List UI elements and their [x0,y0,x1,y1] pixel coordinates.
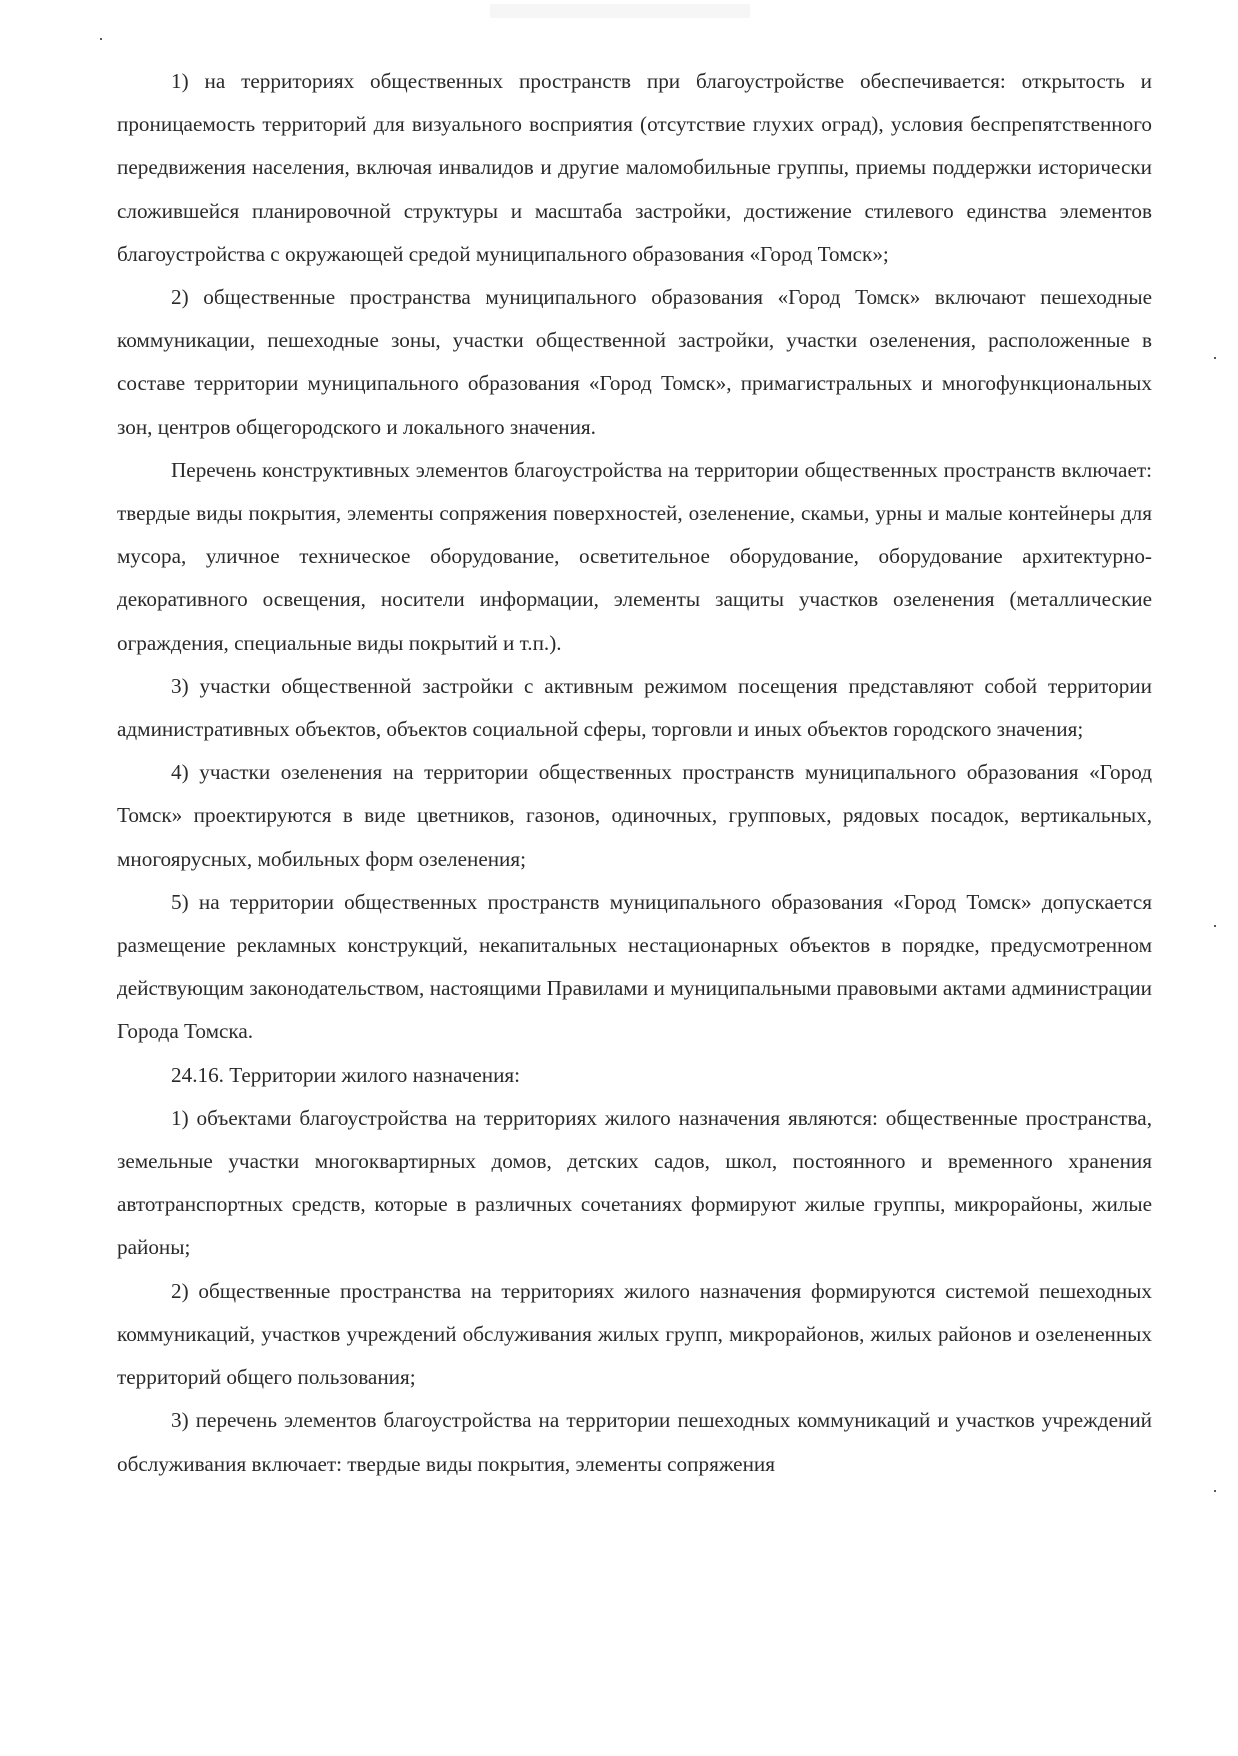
paragraph-public-buildings-3: 3) участки общественной застройки с активным режимом посещения представляют собой территории административных объектов, объектов социальной сферы, торговли и иных объектов городского значения; [117,673,1152,742]
paragraph-public-spaces-2: 2) общественные пространства муниципального образования «Город Томск» включают пешеходные коммуникации, пешеходные зоны, участки общественной застройки, участки озеленения, расположенные в составе территории муниципального образования «Город Томск», примагистральных и многофункциональных зон, центров общегородского и локального значения. [117,285,1152,439]
document-body [117,60,1152,1486]
scan-speck [100,38,102,40]
scan-speck [1214,357,1216,359]
paragraph-advertising-5: 5) на территории общественных пространств муниципального образования «Город Томск» допускается размещение рекламных конструкций, некапитальных нестационарных объектов в порядке, предусмотренном действующим законодательством, настоящими Правилами и муниципальными правовыми актами администрации Города Томска. [117,889,1152,1044]
scan-speck [1214,925,1216,927]
paragraph-public-spaces-1: 1) на территориях общественных пространств при благоустройстве обеспечивается: открытость и проницаемость территорий для визуального восприятия (отсутствие глухих оград), условия беспрепятственного передвижения населения, включая инвалидов и другие маломобильные группы, приемы поддержки исторически сложившейся планировочной структуры и масштаба застройки, достижение стилевого единства элементов благоустройства с окружающей средой муниципального образования «Город Томск»; [117,69,1152,266]
paragraph-elements-list: Перечень конструктивных элементов благоустройства на территории общественных пространств включает: твердые виды покрытия, элементы сопряжения поверхностей, озеленение, скамьи, урны и малые контейнеры для мусора, уличное техническое оборудование, осветительное оборудование, оборудование архитектурно-декоративного освещения, носители информации, элементы защиты участков озеленения (металлические ограждения, специальные виды покрытий и т.п.). [117,457,1152,655]
paragraph-residential-3: 3) перечень элементов благоустройства на территории пешеходных коммуникаций и участков учреждений обслуживания включает: твердые виды покрытия, элементы сопряжения [117,1408,1152,1476]
paragraph-residential-2: 2) общественные пространства на территориях жилого назначения формируются системой пешеходных коммуникаций, участков учреждений обслуживания жилых групп, микрорайонов, жилых районов и озелененных территорий общего пользования; [117,1278,1152,1390]
scan-speck [1214,1490,1216,1492]
paragraph-residential-1: 1) объектами благоустройства на территориях жилого назначения являются: общественные пространства, земельные участки многоквартирных домов, детских садов, школ, постоянного и временного хранения автотранспортных средств, которые в различных сочетаниях формируют жилые группы, микрорайоны, жилые районы; [117,1105,1152,1260]
section-heading-24-16: 24.16. Территории жилого назначения: [171,1062,521,1087]
scan-smudge-top [490,4,750,18]
paragraph-greenery-4: 4) участки озеленения на территории общественных пространств муниципального образования «Город Томск» проектируются в виде цветников, газонов, одиночных, групповых, рядовых посадок, вертикальных, многоярусных, мобильных форм озеленения; [117,760,1152,871]
